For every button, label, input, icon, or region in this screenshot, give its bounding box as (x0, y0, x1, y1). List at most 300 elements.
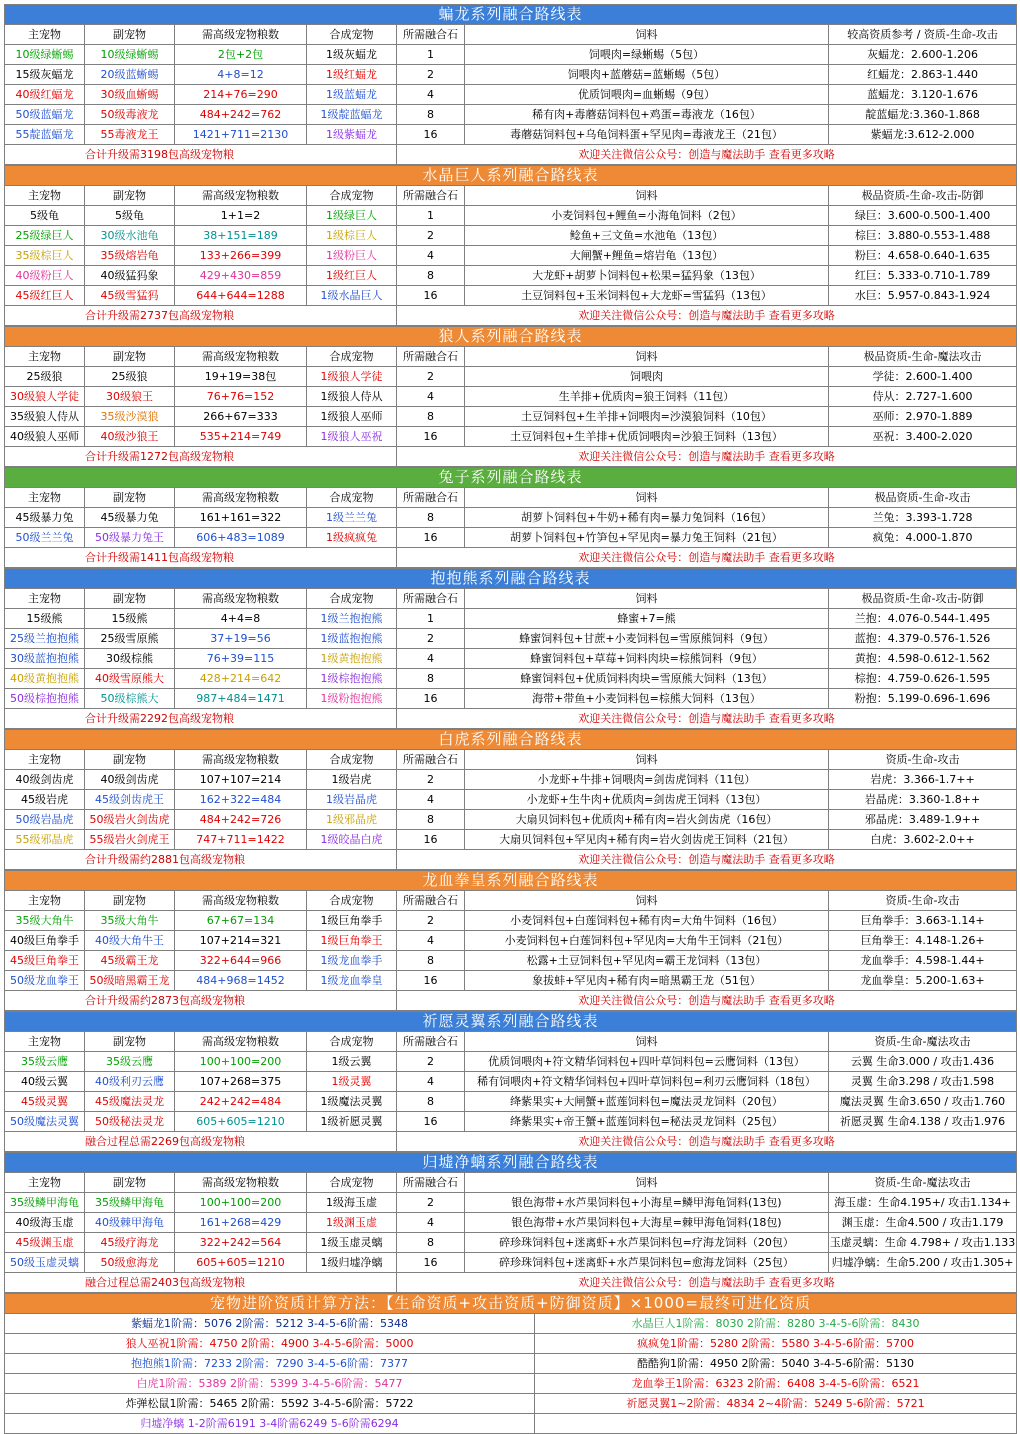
column-header: 主宠物 (5, 750, 85, 770)
main-pet-cell: 45级红巨人 (5, 286, 85, 306)
result-pet-cell: 1级龙血拳手 (307, 951, 397, 971)
result-pet-cell: 1级玉虚灵螭 (307, 1233, 397, 1253)
column-header: 副宠物 (85, 589, 175, 609)
aptitude-cell: 红巨：5.333-0.710-1.789 (829, 266, 1017, 286)
column-header: 极品资质-生命-魔法攻击 (829, 347, 1017, 367)
sub-pet-cell: 30级狼王 (85, 387, 175, 407)
food-count-cell: 322+242=564 (175, 1233, 307, 1253)
section-table (4, 4, 1017, 165)
fusion-stone-cell: 16 (397, 971, 465, 991)
table-row (5, 508, 1017, 528)
table-row (5, 1092, 1017, 1112)
fusion-stone-cell: 8 (397, 105, 465, 125)
table-row (5, 427, 1017, 447)
sub-pet-cell: 35级熔岩龟 (85, 246, 175, 266)
food-count-cell: 76+76=152 (175, 387, 307, 407)
feed-cell: 碎珍珠饲料包+迷离虾+水芦果饲料包=疗海龙饲料（20包） (465, 1233, 829, 1253)
table-row (5, 689, 1017, 709)
main-pet-cell: 45级灵翼 (5, 1092, 85, 1112)
main-pet-cell: 50级岩晶虎 (5, 810, 85, 830)
aptitude-cell: 靛蓝蝠龙:3.360-1.868 (829, 105, 1017, 125)
total-cell: 合计升级需2737包高级宠物粮 (5, 306, 397, 326)
column-header-row (5, 347, 1017, 367)
sub-pet-cell: 50级暴力兔王 (85, 528, 175, 548)
sub-pet-cell: 45级疗海龙 (85, 1233, 175, 1253)
result-pet-cell: 1级黄抱抱熊 (307, 649, 397, 669)
food-count-cell: 484+968=1452 (175, 971, 307, 991)
section-title-row (5, 327, 1017, 347)
aptitude-cell: 巫师：2.970-1.889 (829, 407, 1017, 427)
section-title-row (5, 1153, 1017, 1173)
feed-cell: 银色海带+水芦果饲料包+小海星=鳞甲海龟饲料(13包) (465, 1193, 829, 1213)
result-pet-cell: 1级魔法灵翼 (307, 1092, 397, 1112)
requirement-right: 龙血拳王1阶需：6323 2阶需：6408 3-4-5-6阶需：6521 (535, 1374, 1017, 1394)
column-header: 需高级宠物粮数 (175, 488, 307, 508)
result-pet-cell: 1级祈愿灵翼 (307, 1112, 397, 1132)
fusion-stone-cell: 1 (397, 45, 465, 65)
table-row (5, 649, 1017, 669)
column-header: 饲料 (465, 1173, 829, 1193)
column-header: 资质-生命-攻击 (829, 750, 1017, 770)
requirement-left: 抱抱熊1阶需：7233 2阶需：7290 3-4-5-6阶需：7377 (5, 1354, 535, 1374)
food-count-cell: 987+484=1471 (175, 689, 307, 709)
fusion-stone-cell: 16 (397, 427, 465, 447)
promo-cell: 欢迎关注微信公众号：创造与魔法助手 查看更多攻略 (397, 850, 1017, 870)
sub-pet-cell: 35级大角牛 (85, 911, 175, 931)
table-row (5, 931, 1017, 951)
feed-cell: 小麦饲料包+鲤鱼=小海龟饲料（2包） (465, 206, 829, 226)
main-pet-cell: 40级粉巨人 (5, 266, 85, 286)
food-count-cell: 4+8=12 (175, 65, 307, 85)
promo-cell: 欢迎关注微信公众号：创造与魔法助手 查看更多攻略 (397, 145, 1017, 165)
column-header: 资质-生命-魔法攻击 (829, 1032, 1017, 1052)
feed-cell: 土豆饲料包+生羊排+饲喂肉=沙漠狼饲料（10包） (465, 407, 829, 427)
result-pet-cell: 1级粉巨人 (307, 246, 397, 266)
requirement-row (5, 1334, 1017, 1354)
sub-pet-cell: 50级秘法灵龙 (85, 1112, 175, 1132)
column-header: 所需融合石 (397, 589, 465, 609)
main-pet-cell: 45级巨角拳王 (5, 951, 85, 971)
aptitude-cell: 海玉虚：生命4.195+/ 攻击1.134+ (829, 1193, 1017, 1213)
feed-cell: 优质饲喂肉=血蜥蜴（9包） (465, 85, 829, 105)
food-count-cell: 107+214=321 (175, 931, 307, 951)
section-table (4, 1011, 1017, 1152)
fusion-stone-cell: 4 (397, 931, 465, 951)
total-row (5, 850, 1017, 870)
column-header: 所需融合石 (397, 750, 465, 770)
feed-cell: 饲喂肉+蓝蘑菇=蓝蜥蜴（5包） (465, 65, 829, 85)
column-header: 资质-生命-魔法攻击 (829, 1173, 1017, 1193)
fusion-guide-sheet (4, 4, 1016, 1434)
table-row (5, 85, 1017, 105)
main-pet-cell: 45级渊玉虚 (5, 1233, 85, 1253)
aptitude-cell: 祈愿灵翼 生命4.138 / 攻击1.976 (829, 1112, 1017, 1132)
food-count-cell: 747+711=1422 (175, 830, 307, 850)
feed-cell: 蜂蜜饲料包+甘蔗+小麦饲料包=雪原熊饲料（9包） (465, 629, 829, 649)
column-header: 需高级宠物粮数 (175, 891, 307, 911)
sub-pet-cell: 30级血蜥蜴 (85, 85, 175, 105)
food-count-cell: 606+483=1089 (175, 528, 307, 548)
food-count-cell: 214+76=290 (175, 85, 307, 105)
sub-pet-cell: 10级绿蜥蜴 (85, 45, 175, 65)
food-count-cell: 38+151=189 (175, 226, 307, 246)
fusion-stone-cell: 2 (397, 65, 465, 85)
aptitude-cell: 兰抱：4.076-0.544-1.495 (829, 609, 1017, 629)
aptitude-cell: 兰兔：3.393-1.728 (829, 508, 1017, 528)
fusion-stone-cell: 16 (397, 1112, 465, 1132)
fusion-stone-cell: 1 (397, 206, 465, 226)
aptitude-cell: 绿巨：3.600-0.500-1.400 (829, 206, 1017, 226)
aptitude-cell: 巨角拳王：4.148-1.26+ (829, 931, 1017, 951)
table-row (5, 206, 1017, 226)
requirement-left: 白虎1阶需：5389 2阶需：5399 3-4-5-6阶需：5477 (5, 1374, 535, 1394)
promo-cell: 欢迎关注微信公众号：创造与魔法助手 查看更多攻略 (397, 1132, 1017, 1152)
fusion-stone-cell: 16 (397, 689, 465, 709)
requirement-left: 炸弹松鼠1阶需：5465 2阶需：5592 3-4-5-6阶需：5722 (5, 1394, 535, 1414)
section-title: 兔子系列融合路线表 (5, 468, 1017, 488)
total-cell: 合计升级需约2873包高级宠物粮 (5, 991, 397, 1011)
table-row (5, 1213, 1017, 1233)
column-header: 饲料 (465, 25, 829, 45)
food-count-cell: 100+100=200 (175, 1052, 307, 1072)
main-pet-cell: 50级蓝蝠龙 (5, 105, 85, 125)
column-header: 副宠物 (85, 186, 175, 206)
result-pet-cell: 1级绿巨人 (307, 206, 397, 226)
column-header: 合成宠物 (307, 186, 397, 206)
fusion-stone-cell: 4 (397, 1072, 465, 1092)
result-pet-cell: 1级灰蝠龙 (307, 45, 397, 65)
aptitude-cell: 粉抱：5.199-0.696-1.696 (829, 689, 1017, 709)
feed-cell: 小麦饲料包+白莲饲料包+罕见肉=大角牛王饲料（21包） (465, 931, 829, 951)
sub-pet-cell: 55级岩火剑虎王 (85, 830, 175, 850)
feed-cell: 绛紫果实+帝王蟹+蓝莲饲料包=秘法灵龙饲料（25包） (465, 1112, 829, 1132)
footer-table (4, 1293, 1017, 1434)
sub-pet-cell: 50级愈海龙 (85, 1253, 175, 1273)
column-header: 需高级宠物粮数 (175, 186, 307, 206)
column-header: 合成宠物 (307, 750, 397, 770)
aptitude-cell: 蓝抱：4.379-0.576-1.526 (829, 629, 1017, 649)
section-title: 狼人系列融合路线表 (5, 327, 1017, 347)
requirement-right: 疯疯兔1阶需：5280 2阶需：5580 3-4-5-6阶需：5700 (535, 1334, 1017, 1354)
column-header: 合成宠物 (307, 589, 397, 609)
food-count-cell: 644+644=1288 (175, 286, 307, 306)
fusion-stone-cell: 8 (397, 669, 465, 689)
total-row (5, 548, 1017, 568)
feed-cell: 碎珍珠饲料包+迷离虾+水芦果饲料包=愈海龙饲料（25包） (465, 1253, 829, 1273)
feed-cell: 松露+土豆饲料包+罕见肉=霸王龙饲料（13包） (465, 951, 829, 971)
promo-cell: 欢迎关注微信公众号：创造与魔法助手 查看更多攻略 (397, 548, 1017, 568)
column-header: 需高级宠物粮数 (175, 750, 307, 770)
feed-cell: 稀有饲喂肉+符文精华饲料包+四叶草饲料包=利刃云鹰饲料（18包） (465, 1072, 829, 1092)
table-row (5, 1072, 1017, 1092)
total-row (5, 991, 1017, 1011)
promo-cell: 欢迎关注微信公众号：创造与魔法助手 查看更多攻略 (397, 991, 1017, 1011)
fusion-stone-cell: 8 (397, 1233, 465, 1253)
food-count-cell: 1421+711=2130 (175, 125, 307, 145)
main-pet-cell: 40级黄抱抱熊 (5, 669, 85, 689)
section-title: 白虎系列融合路线表 (5, 730, 1017, 750)
aptitude-cell: 龙血拳皇：5.200-1.63+ (829, 971, 1017, 991)
table-row (5, 387, 1017, 407)
fusion-stone-cell: 8 (397, 951, 465, 971)
result-pet-cell: 1级皎晶白虎 (307, 830, 397, 850)
result-pet-cell: 1级红巨人 (307, 266, 397, 286)
result-pet-cell: 1级狼人侍从 (307, 387, 397, 407)
table-row (5, 266, 1017, 286)
column-header-row (5, 488, 1017, 508)
sub-pet-cell: 45级雪猛犸 (85, 286, 175, 306)
result-pet-cell: 1级岩晶虎 (307, 790, 397, 810)
food-count-cell: 133+266=399 (175, 246, 307, 266)
fusion-stone-cell: 8 (397, 1092, 465, 1112)
result-pet-cell: 1级云翼 (307, 1052, 397, 1072)
food-count-cell: 428+214=642 (175, 669, 307, 689)
section-title-row (5, 468, 1017, 488)
requirement-right (535, 1414, 1017, 1434)
column-header: 合成宠物 (307, 1032, 397, 1052)
result-pet-cell: 1级归墟净螭 (307, 1253, 397, 1273)
column-header: 合成宠物 (307, 347, 397, 367)
fusion-stone-cell: 16 (397, 125, 465, 145)
table-row (5, 770, 1017, 790)
total-row (5, 447, 1017, 467)
main-pet-cell: 40级红蝠龙 (5, 85, 85, 105)
fusion-stone-cell: 16 (397, 528, 465, 548)
food-count-cell: 162+322=484 (175, 790, 307, 810)
main-pet-cell: 40级狼人巫师 (5, 427, 85, 447)
column-header: 所需融合石 (397, 488, 465, 508)
column-header-row (5, 750, 1017, 770)
food-count-cell: 484+242=762 (175, 105, 307, 125)
feed-cell: 蜂蜜饲料包+优质饲料肉块=雪原熊大饲料（13包） (465, 669, 829, 689)
food-count-cell: 107+107=214 (175, 770, 307, 790)
section-title-row (5, 730, 1017, 750)
section-table (4, 165, 1017, 326)
sub-pet-cell: 45级剑齿虎王 (85, 790, 175, 810)
column-header: 副宠物 (85, 1173, 175, 1193)
column-header: 所需融合石 (397, 1173, 465, 1193)
feed-cell: 土豆饲料包+生羊排+优质饲喂肉=沙狼王饲料（13包） (465, 427, 829, 447)
feed-cell: 胡萝卜饲料包+竹笋包+罕见肉=暴力兔王饲料（21包） (465, 528, 829, 548)
total-row (5, 709, 1017, 729)
main-pet-cell: 40级海玉虚 (5, 1213, 85, 1233)
aptitude-cell: 岩晶虎：3.360-1.8++ (829, 790, 1017, 810)
feed-cell: 绛紫果实+大闸蟹+蓝莲饲料包=魔法灵龙饲料（20包） (465, 1092, 829, 1112)
main-pet-cell: 15级熊 (5, 609, 85, 629)
sub-pet-cell: 5级龟 (85, 206, 175, 226)
sub-pet-cell: 30级棕熊 (85, 649, 175, 669)
aptitude-cell: 水巨：5.957-0.843-1.924 (829, 286, 1017, 306)
main-pet-cell: 50级龙血拳王 (5, 971, 85, 991)
result-pet-cell: 1级疯疯兔 (307, 528, 397, 548)
main-pet-cell: 35级大角牛 (5, 911, 85, 931)
main-pet-cell: 25级狼 (5, 367, 85, 387)
food-count-cell: 67+67=134 (175, 911, 307, 931)
table-row (5, 125, 1017, 145)
food-count-cell: 605+605=1210 (175, 1253, 307, 1273)
column-header: 主宠物 (5, 1032, 85, 1052)
total-row (5, 1132, 1017, 1152)
column-header: 所需融合石 (397, 1032, 465, 1052)
column-header: 极品资质-生命-攻击 (829, 488, 1017, 508)
column-header: 主宠物 (5, 589, 85, 609)
feed-cell: 毒蘑菇饲料包+乌龟饲料蛋+罕见肉=毒液龙王（21包） (465, 125, 829, 145)
result-pet-cell: 1级狼人巫祝 (307, 427, 397, 447)
requirement-row (5, 1394, 1017, 1414)
aptitude-cell: 渊玉虚：生命4.500 / 攻击1.179 (829, 1213, 1017, 1233)
aptitude-cell: 巨角拳手：3.663-1.14+ (829, 911, 1017, 931)
section-table (4, 467, 1017, 568)
column-header: 主宠物 (5, 488, 85, 508)
table-row (5, 609, 1017, 629)
feed-cell: 小龙虾+生牛肉+优质肉=剑齿虎王饲料（13包） (465, 790, 829, 810)
main-pet-cell: 55级邪晶虎 (5, 830, 85, 850)
aptitude-cell: 学徒：2.600-1.400 (829, 367, 1017, 387)
requirement-row (5, 1414, 1017, 1434)
table-row (5, 830, 1017, 850)
column-header-row (5, 1173, 1017, 1193)
column-header: 需高级宠物粮数 (175, 1032, 307, 1052)
main-pet-cell: 45级暴力兔 (5, 508, 85, 528)
food-count-cell: 605+605=1210 (175, 1112, 307, 1132)
feed-cell: 土豆饲料包+玉米饲料包+大龙虾=雪猛犸（13包） (465, 286, 829, 306)
main-pet-cell: 45级岩虎 (5, 790, 85, 810)
main-pet-cell: 35级鳞甲海龟 (5, 1193, 85, 1213)
column-header: 所需融合石 (397, 891, 465, 911)
sub-pet-cell: 40级雪原熊大 (85, 669, 175, 689)
fusion-stone-cell: 8 (397, 266, 465, 286)
column-header: 饲料 (465, 750, 829, 770)
sub-pet-cell: 40级剑齿虎 (85, 770, 175, 790)
feed-cell: 象拔蚌+罕见肉+稀有肉=暗黑霸王龙（51包） (465, 971, 829, 991)
main-pet-cell: 50级玉虚灵螭 (5, 1253, 85, 1273)
sub-pet-cell: 45级魔法灵龙 (85, 1092, 175, 1112)
food-count-cell: 19+19=38包 (175, 367, 307, 387)
fusion-stone-cell: 4 (397, 85, 465, 105)
fusion-stone-cell: 4 (397, 649, 465, 669)
section-title-row (5, 5, 1017, 25)
result-pet-cell: 1级紫蝠龙 (307, 125, 397, 145)
sub-pet-cell: 15级熊 (85, 609, 175, 629)
fusion-stone-cell: 8 (397, 508, 465, 528)
main-pet-cell: 50级魔法灵翼 (5, 1112, 85, 1132)
fusion-stone-cell: 2 (397, 1193, 465, 1213)
aptitude-cell: 灵翼 生命3.298 / 攻击1.598 (829, 1072, 1017, 1092)
sub-pet-cell: 35级云鹰 (85, 1052, 175, 1072)
result-pet-cell: 1级水晶巨人 (307, 286, 397, 306)
food-count-cell: 1+1=2 (175, 206, 307, 226)
section-table (4, 1152, 1017, 1293)
aptitude-cell: 邪晶虎：3.489-1.9++ (829, 810, 1017, 830)
main-pet-cell: 15级灰蝠龙 (5, 65, 85, 85)
sub-pet-cell: 50级暗黑霸王龙 (85, 971, 175, 991)
food-count-cell: 484+242=726 (175, 810, 307, 830)
result-pet-cell: 1级蓝蝠龙 (307, 85, 397, 105)
feed-cell: 饲喂肉 (465, 367, 829, 387)
food-count-cell: 161+161=322 (175, 508, 307, 528)
result-pet-cell: 1级兰兰兔 (307, 508, 397, 528)
result-pet-cell: 1级红蝠龙 (307, 65, 397, 85)
result-pet-cell: 1级灵翼 (307, 1072, 397, 1092)
result-pet-cell: 1级海玉虚 (307, 1193, 397, 1213)
main-pet-cell: 30级狼人学徒 (5, 387, 85, 407)
sub-pet-cell: 55毒液龙王 (85, 125, 175, 145)
table-row (5, 790, 1017, 810)
column-header: 需高级宠物粮数 (175, 1173, 307, 1193)
food-count-cell: 76+39=115 (175, 649, 307, 669)
fusion-stone-cell: 4 (397, 790, 465, 810)
aptitude-cell: 红蝠龙：2.863-1.440 (829, 65, 1017, 85)
feed-cell: 大扇贝饲料包+罕见肉+稀有肉=岩火剑齿虎王饲料（21包） (465, 830, 829, 850)
column-header: 所需融合石 (397, 25, 465, 45)
column-header: 饲料 (465, 589, 829, 609)
column-header: 饲料 (465, 891, 829, 911)
requirement-left: 紫蝠龙1阶需：5076 2阶需：5212 3-4-5-6阶需：5348 (5, 1314, 535, 1334)
section-table (4, 326, 1017, 467)
table-row (5, 810, 1017, 830)
column-header: 副宠物 (85, 1032, 175, 1052)
table-row (5, 911, 1017, 931)
feed-cell: 小龙虾+牛排+饲喂肉=剑齿虎饲料（11包） (465, 770, 829, 790)
sub-pet-cell: 40级大角牛王 (85, 931, 175, 951)
food-count-cell: 161+268=429 (175, 1213, 307, 1233)
table-row (5, 1052, 1017, 1072)
requirement-right: 水晶巨人1阶需：8030 2阶需：8280 3-4-5-6阶需：8430 (535, 1314, 1017, 1334)
table-row (5, 1112, 1017, 1132)
sub-pet-cell: 30级水池龟 (85, 226, 175, 246)
sub-pet-cell: 50级棕熊大 (85, 689, 175, 709)
sub-pet-cell: 20级蓝蜥蜴 (85, 65, 175, 85)
sub-pet-cell: 25级狼 (85, 367, 175, 387)
total-cell: 合计升级需1272包高级宠物粮 (5, 447, 397, 467)
table-row (5, 286, 1017, 306)
fusion-stone-cell: 2 (397, 629, 465, 649)
main-pet-cell: 55靛蓝蝠龙 (5, 125, 85, 145)
result-pet-cell: 1级邪晶虎 (307, 810, 397, 830)
requirement-right: 酷酷狗1阶需：4950 2阶需：5040 3-4-5-6阶需：5130 (535, 1354, 1017, 1374)
table-row (5, 105, 1017, 125)
fusion-stone-cell: 4 (397, 387, 465, 407)
sub-pet-cell: 50级岩火剑齿虎 (85, 810, 175, 830)
sub-pet-cell: 50级毒液龙 (85, 105, 175, 125)
promo-cell: 欢迎关注微信公众号：创造与魔法助手 查看更多攻略 (397, 447, 1017, 467)
total-cell: 合计升级需约2881包高级宠物粮 (5, 850, 397, 870)
result-pet-cell: 1级粉抱抱熊 (307, 689, 397, 709)
main-pet-cell: 10级绿蜥蜴 (5, 45, 85, 65)
food-count-cell: 429+430=859 (175, 266, 307, 286)
feed-cell: 小麦饲料包+白莲饲料包+稀有肉=大角牛饲料（16包） (465, 911, 829, 931)
fusion-stone-cell: 16 (397, 830, 465, 850)
column-header: 主宠物 (5, 25, 85, 45)
feed-cell: 银色海带+水芦果饲料包+大海星=棘甲海龟饲料(18包) (465, 1213, 829, 1233)
section-title: 龙血拳皇系列融合路线表 (5, 871, 1017, 891)
table-row (5, 367, 1017, 387)
main-pet-cell: 5级龟 (5, 206, 85, 226)
aptitude-cell: 疯兔：4.000-1.870 (829, 528, 1017, 548)
table-row (5, 951, 1017, 971)
food-count-cell: 242+242=484 (175, 1092, 307, 1112)
table-row (5, 1253, 1017, 1273)
food-count-cell: 107+268=375 (175, 1072, 307, 1092)
fusion-stone-cell: 2 (397, 367, 465, 387)
requirement-left: 狼人巫祝1阶需：4750 2阶需：4900 3-4-5-6阶需：5000 (5, 1334, 535, 1354)
section-table (4, 870, 1017, 1011)
aptitude-cell: 魔法灵翼 生命3.650 / 攻击1.760 (829, 1092, 1017, 1112)
table-row (5, 45, 1017, 65)
main-pet-cell: 35级棕巨人 (5, 246, 85, 266)
feed-cell: 蜂蜜+7=熊 (465, 609, 829, 629)
result-pet-cell: 1级巨角拳王 (307, 931, 397, 951)
